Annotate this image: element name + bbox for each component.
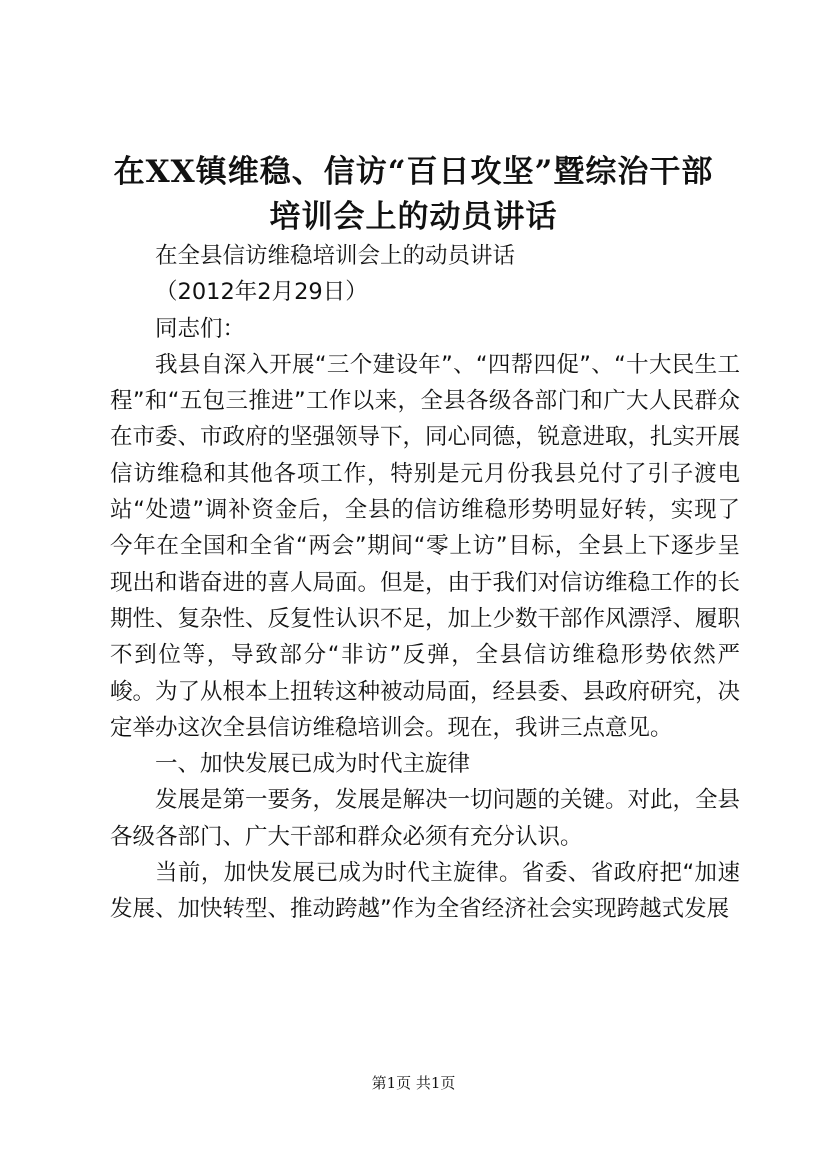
document-body	[110, 238, 740, 928]
salutation-paragraph: 同志们：	[155, 315, 246, 342]
page-footer	[0, 1072, 827, 1093]
subtitle-paragraph: 在全县信访维稳培训会上的动员讲话	[155, 243, 516, 269]
page-number-text: 第1页 共1页	[371, 1074, 456, 1092]
body-paragraph-development: 发展是第一要务，发展是解决一切问题的关键。对此，全县各级各部门、广大干部和群众必须有充分认识。	[110, 787, 741, 850]
section-heading-1: 一、加快发展已成为时代主旋律	[155, 751, 471, 778]
body-paragraph-current: 当前，加快发展已成为时代主旋律。省委、省政府把“加速发展、加快转型、推动跨越”作为全省经济社会实现跨越式发展	[110, 860, 740, 923]
document-title-line-2: 培训会上的动员讲话	[269, 199, 558, 235]
date-paragraph: （2012年2月29日）	[155, 279, 368, 306]
document-title-line-1: 在XX镇维稳、信访“百日攻坚”暨综治干部	[113, 154, 714, 190]
body-paragraph-intro: 我县自深入开展“三个建设年”、“四帮四促”、“十大民生工程”和“五包三推进”工作以来，全县各级各部门和广大人民群众在市委、市政府的坚强领导下，同心同德，锐意进取，扎实开展信访维稳和其他各项工作，特别是元月份我县兑付了引子渡电站“处遗”调补资金后，全县的信访维稳形势明显好转，实现了今年在全国和全省“两会”期间“零上访”目标，全县上下逐步呈现出和谐奋进的喜人局面。但是，由于我们对信访维稳工作的长期性、复杂性、反复性认识不足，加上少数干部作风漂浮、履职不到位等，导致部分“非访”反弹，全县信访维稳形势依然严峻。为了从根本上扭转这种被动局面，经县委、县政府研究，决定举办这次全县信访维稳培训会。现在，我讲三点意见。	[110, 351, 741, 741]
